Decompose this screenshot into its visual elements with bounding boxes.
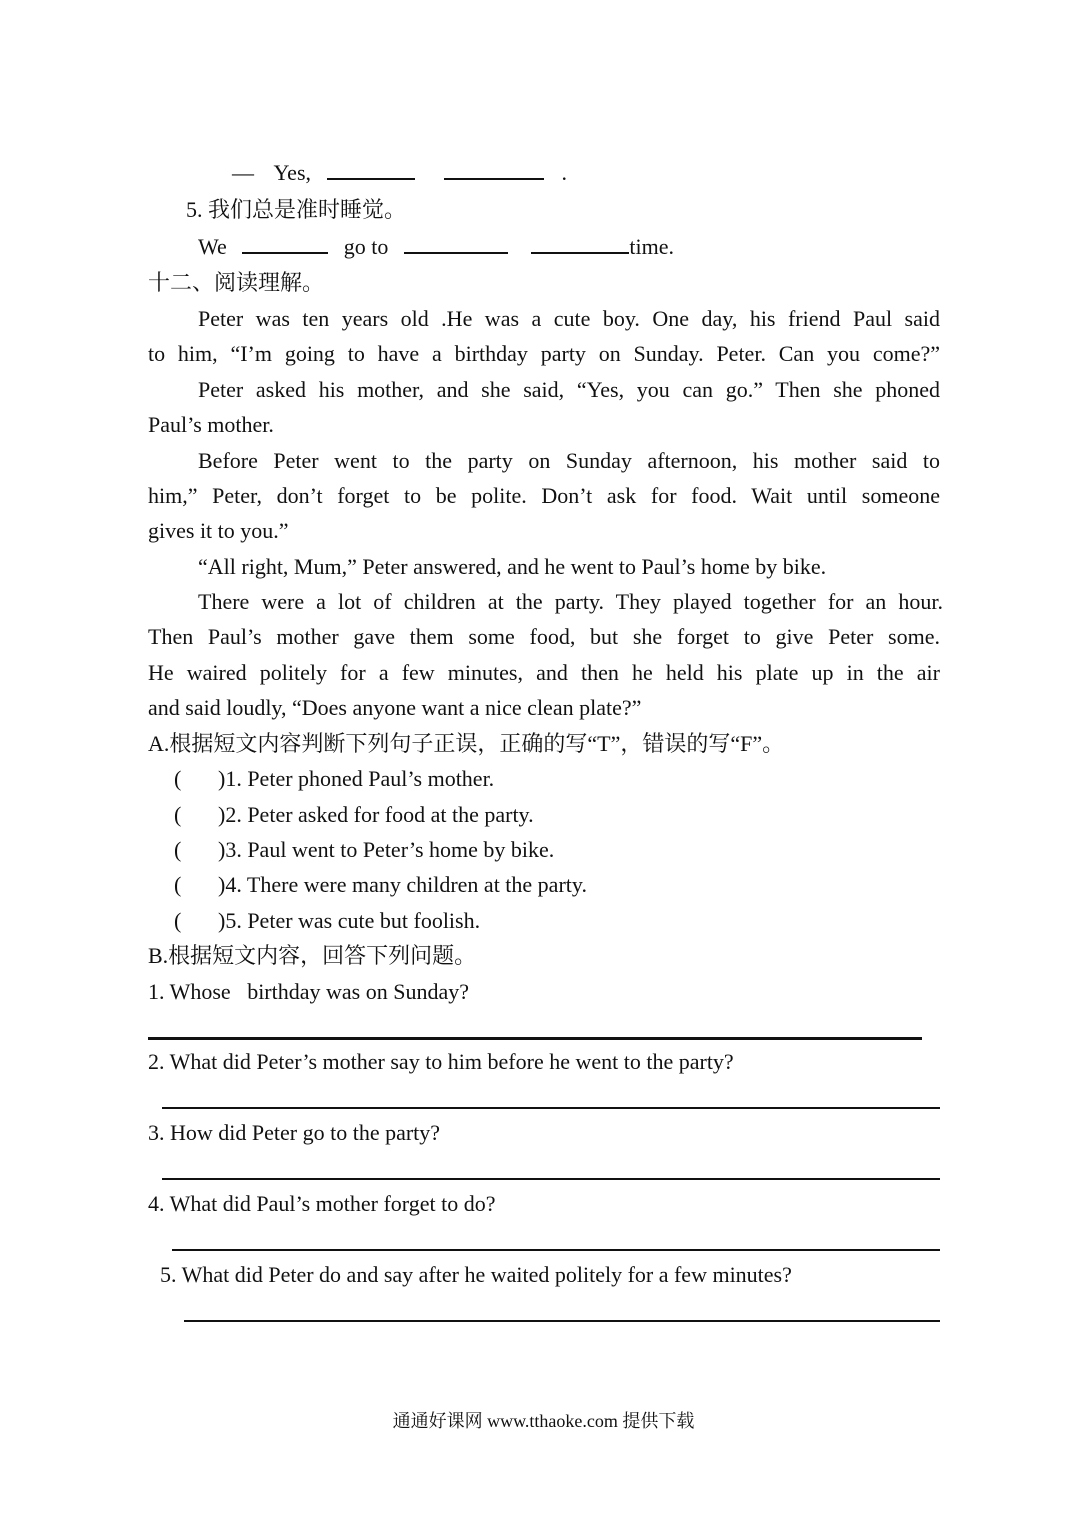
section-title: 十二、阅读理解。 <box>148 270 325 295</box>
part-b-instruction: B.根据短文内容，回答下列问题。 <box>148 943 477 968</box>
true-false-item <box>174 835 554 865</box>
answer-paren[interactable]: ( <box>174 802 182 827</box>
passage-line: Peter asked his mother, and she said, “Yes, you can go.” Then she phoned <box>198 377 940 402</box>
passage-line: gives it to you.” <box>148 518 289 543</box>
question: 4. What did Paul’s mother forget to do? <box>148 1191 496 1216</box>
dash: — <box>232 160 254 185</box>
statement: )2. Peter asked for food at the party. <box>218 802 534 827</box>
part-a-instruction: A.根据短文内容判断下列句子正误，正确的写“T”，错误的写“F”。 <box>148 731 785 756</box>
we-text: We <box>198 234 227 259</box>
question-5-line <box>198 232 674 262</box>
answer-paren[interactable]: ( <box>174 872 182 897</box>
question-5-prompt: 5. 我们总是准时睡觉。 <box>186 197 407 222</box>
passage-line: There were a lot of children at the party. They played together for an hour. <box>198 589 943 614</box>
answer-line-4[interactable] <box>172 1249 940 1251</box>
time-text: time. <box>629 234 675 259</box>
passage-line: Paul’s mother. <box>148 412 274 437</box>
answer-blank-2[interactable] <box>444 158 544 180</box>
passage-line: “All right, Mum,” Peter answered, and he went to Paul’s home by bike. <box>198 554 827 579</box>
q5-blank-2[interactable] <box>404 232 508 254</box>
answer-line-3[interactable] <box>162 1178 940 1180</box>
true-false-item <box>174 870 587 900</box>
question: 2. What did Peter’s mother say to him before he went to the party? <box>148 1049 734 1074</box>
true-false-item <box>174 764 494 794</box>
statement: )4. There were many children at the party. <box>218 872 587 897</box>
true-false-item <box>174 800 534 830</box>
answer-paren[interactable]: ( <box>174 766 182 791</box>
true-false-item <box>174 906 480 936</box>
passage-line: Then Paul’s mother gave them some food, but she forget to give Peter some. <box>148 624 940 649</box>
question: 1. Whose birthday was on Sunday? <box>148 979 469 1004</box>
passage-line: Peter was ten years old .He was a cute boy. One day, his friend Paul said <box>198 306 940 331</box>
answer-line-2[interactable] <box>162 1107 940 1109</box>
statement: )3. Paul went to Peter’s home by bike. <box>218 837 555 862</box>
question: 5. What did Peter do and say after he waited politely for a few minutes? <box>160 1262 792 1287</box>
passage-line: and said loudly, “Does anyone want a nice clean plate?” <box>148 695 642 720</box>
answer-line <box>232 158 567 188</box>
statement: )5. Peter was cute but foolish. <box>218 908 481 933</box>
answer-blank-1[interactable] <box>327 158 415 180</box>
answer-line-5[interactable] <box>184 1320 940 1322</box>
answer-line-1[interactable] <box>148 1037 922 1040</box>
passage-line: Before Peter went to the party on Sunday afternoon, his mother said to <box>198 448 940 473</box>
answer-paren[interactable]: ( <box>174 837 182 862</box>
passage-line: him,” Peter, don’t forget to be polite. Don’t ask for food. Wait until someone <box>148 483 940 508</box>
yes-text: Yes, <box>273 160 312 185</box>
question: 3. How did Peter go to the party? <box>148 1120 441 1145</box>
statement: )1. Peter phoned Paul’s mother. <box>218 766 495 791</box>
q5-blank-3[interactable] <box>531 232 629 254</box>
passage-line: to him, “I’m going to have a birthday party on Sunday. Peter. Can you come?” <box>148 341 940 366</box>
footer: 通通好课网 www.tthaoke.com 提供下载 <box>392 1411 695 1431</box>
period: . <box>561 160 568 185</box>
go-to-text: go to <box>343 234 389 259</box>
q5-blank-1[interactable] <box>242 232 328 254</box>
answer-paren[interactable]: ( <box>174 908 182 933</box>
passage-line: He waired politely for a few minutes, and then he held his plate up in the air <box>148 660 940 685</box>
